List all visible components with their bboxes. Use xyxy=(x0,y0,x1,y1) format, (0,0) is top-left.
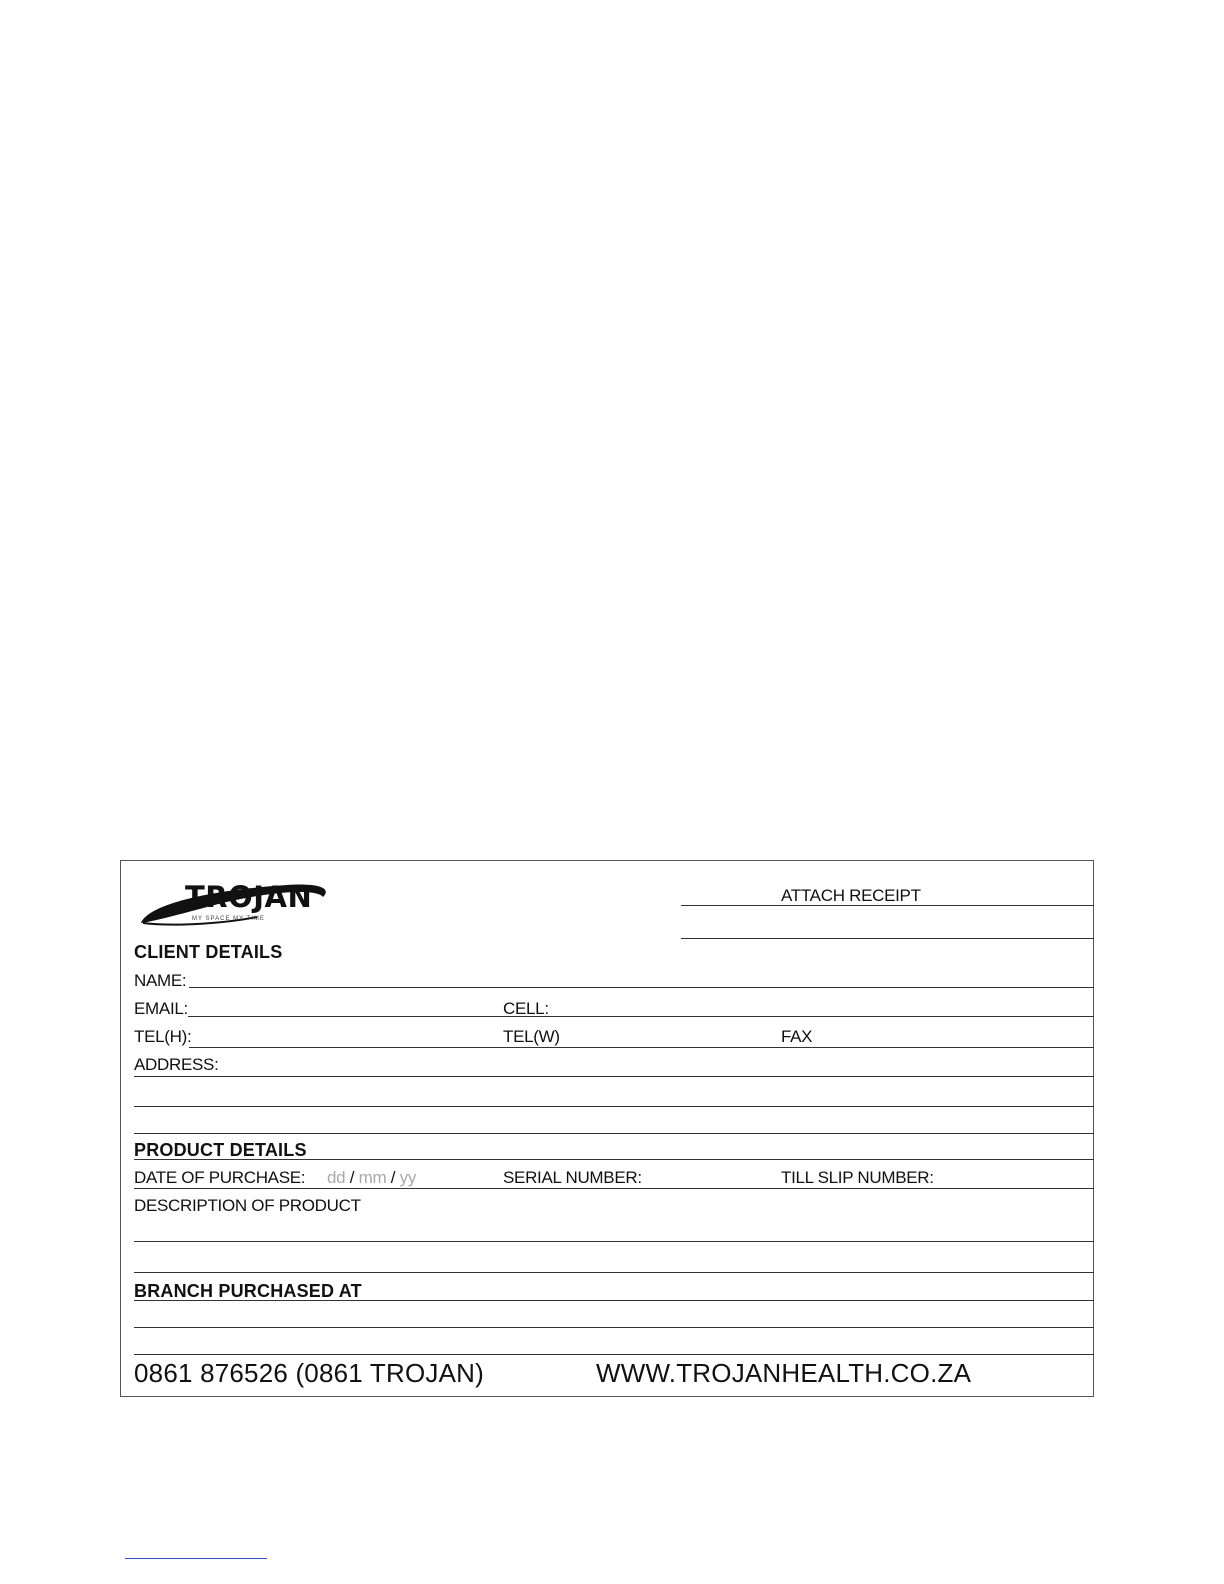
date-dd-placeholder: dd xyxy=(327,1168,346,1187)
branch-line-1[interactable] xyxy=(134,1300,1094,1301)
date-of-purchase-label: DATE OF PURCHASE: xyxy=(134,1168,306,1187)
warranty-card xyxy=(120,860,1094,1397)
till-slip-number-label: TILL SLIP NUMBER: xyxy=(781,1168,934,1187)
tel-h-field[interactable] xyxy=(189,1047,1094,1048)
description-line-2[interactable] xyxy=(134,1272,1094,1273)
date-separator: / xyxy=(349,1168,355,1187)
name-field[interactable] xyxy=(189,987,1094,988)
address-label: ADDRESS: xyxy=(134,1055,219,1074)
description-label: DESCRIPTION OF PRODUCT xyxy=(134,1196,361,1215)
branch-line-3[interactable] xyxy=(134,1354,1094,1355)
product-details-heading: PRODUCT DETAILS xyxy=(134,1140,307,1160)
client-details-heading: CLIENT DETAILS xyxy=(134,942,283,962)
address-line-2[interactable] xyxy=(134,1106,1094,1107)
tel-h-label: TEL(H): xyxy=(134,1027,192,1046)
tel-w-label: TEL(W) xyxy=(503,1027,560,1046)
date-of-purchase-field[interactable] xyxy=(327,1169,416,1186)
date-separator: / xyxy=(390,1168,396,1187)
email-field[interactable] xyxy=(188,1016,1094,1017)
email-label: EMAIL: xyxy=(134,999,188,1018)
footer-website: WWW.TROJANHEALTH.CO.ZA xyxy=(596,1358,972,1388)
product-row-line[interactable] xyxy=(134,1188,1094,1189)
fax-label: FAX xyxy=(781,1027,813,1046)
date-yy-placeholder: yy xyxy=(399,1168,417,1187)
branch-line-2[interactable] xyxy=(134,1327,1094,1328)
product-heading-rule xyxy=(134,1159,1094,1160)
branch-heading: BRANCH PURCHASED AT xyxy=(134,1281,362,1301)
address-line-3[interactable] xyxy=(134,1133,1094,1134)
receipt-line-1 xyxy=(681,905,1094,906)
bottom-link-underline xyxy=(125,1558,267,1559)
logo-wordmark: TROJAN xyxy=(185,880,313,914)
attach-receipt-label: ATTACH RECEIPT xyxy=(781,886,921,905)
cell-label: CELL: xyxy=(503,999,549,1018)
logo-tagline: MY SPACE MY TIME xyxy=(192,916,265,922)
receipt-line-2 xyxy=(681,938,1094,939)
trojan-logo xyxy=(137,873,333,929)
serial-number-label: SERIAL NUMBER: xyxy=(503,1168,642,1187)
footer-phone: 0861 876526 (0861 TROJAN) xyxy=(134,1358,484,1388)
date-mm-placeholder: mm xyxy=(358,1168,387,1187)
description-line-1[interactable] xyxy=(134,1241,1094,1242)
name-label: NAME: xyxy=(134,971,187,990)
address-line-1[interactable] xyxy=(134,1076,1094,1077)
